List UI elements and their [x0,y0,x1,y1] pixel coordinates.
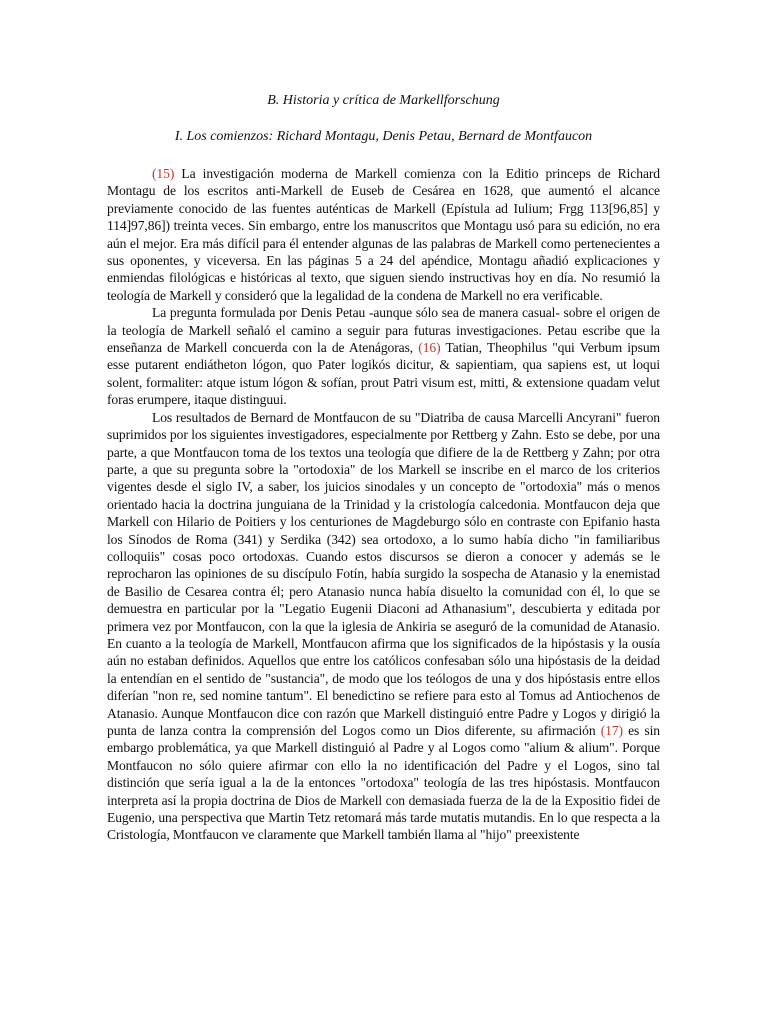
paragraph-1-text: La investigación moderna de Markell comienza con la Editio princeps de Richard Montagu de los escritos anti-Markell de Euseb de Cesárea en 1628, que aumentó el alcance previamente conocido de las fuentes auténticas de Markell (Epístula ad Iulium; Frgg 113[96,85] y 114]97,86]) treinta veces. Sin embargo, entre los manuscritos que Montagu usó para su edición, no era aún el mejor. Era más difícil para él entender algunas de las palabras de Markell como pertenecientes a sus oponentes, y viceversa. En las páginas 5 a 24 del apéndice, Montagu añadió explicaciones y enmiendas filológicas e históricas al texto, que siguen siendo instructivas hoy en día. No resumió la teología de Markell y consideró que la legalidad de la condena de Markell no era verificable. [107,166,660,303]
paragraph-3-text-a: Los resultados de Bernard de Montfaucon de su "Diatriba de causa Marcelli Ancyrani" fueron suprimidos por los siguientes investigadores, especialmente por Rettberg y Zahn. Esto se debe, por una parte, a que Montfaucon toma de los textos una teología que difiere de la de Rettberg y Zahn; por otra parte, a que su pregunta sobre la "ortodoxia" de los Markell se inscribe en el marco de los criterios vigentes desde el siglo IV, a saber, los juicios sinodales y un concepto de "ortodoxia" más o menos orientado hacia la doctrina junguiana de la Trinidad y la cristología calcedonia. Montfaucon deja que Markell con Hilario de Poitiers y los centuriones de Magdeburgo sólo en contraste con Epifanio hasta los Sínodos de Roma (341) y Serdika (342) sea ortodoxo, a lo sumo había dicho "in familiaribus colloquiis" cosas poco ortodoxas. Cuando estos discursos se dieron a conocer y además se le reprocharon las opiniones de su discípulo Fotín, había surgido la sospecha de Atanasio y la enemistad de Basilio de Cesarea contra él; pero Atanasio nunca había disuelto la comunidad con él, lo que se demuestra en particular por la "Legatio Eugenii Diaconi ad Athanasium", descubierta y editada por primera vez por Montfaucon, con la que la iglesia de Ankiria se aseguró de la comunidad de Atanasio. En cuanto a la teología de Markell, Montfaucon afirma que los significados de la hipóstasis y la ousía aún no estaban definidos. Aquellos que entre los católicos confesaban sólo una hipóstasis de la deidad la entendían en el sentido de "sustancia", de modo que los teólogos de una y dos hipóstasis entre ellos diferían "non re, sed nomine tantum". El benedictino se refiere para esto al Tomus ad Antiochenos de Atanasio. Aunque Montfaucon dice con razón que Markell distinguió entre Padre y Logos y dirigió la punta de lanza contra la comprensión del Logos como un Dios diferente, su afirmación [107,409,660,738]
footnote-ref-15[interactable]: (15) [152,166,175,181]
paragraph-3 [107,409,660,844]
paragraph-2-text-a: La pregunta formulada por Denis Petau -aunque sólo sea de manera casual- sobre el origen de la teología de Markell señaló el camino a seguir para futuras investigaciones. Petau escribe que la enseñanza de Markell concuerda con la de Atenágoras, [107,305,660,356]
document-page [107,92,660,844]
paragraph-3-text-b: es sin embargo problemática, ya que Markell distinguió al Padre y al Logos como "alium & alium". Porque Montfaucon no sólo quiere afirmar con ello la no identificación del Padre y el Logos, sino tal distinción que sería igual a la de la entonces "ortodoxa" teología de las tres hipóstasis. Montfaucon interpreta así la propia doctrina de Dios de Markell con demasiada fuerza de la de la Expositio fidei de Eugenio, una perspectiva que Martin Tetz retomará más tarde mutatis mutandis. En lo que respecta a la Cristología, Montfaucon ve claramente que Markell también llama al "hijo" preexistente [107,723,660,843]
subsection-heading-i: I. Los comienzos: Richard Montagu, Denis Petau, Bernard de Montfaucon [174,129,593,144]
footnote-ref-17[interactable]: (17) [600,723,623,738]
section-heading-b: B. Historia y crítica de Markellforschung [267,93,500,108]
paragraph-1 [107,165,660,304]
paragraph-2-text-b: Tatian, Theophilus "qui Verbum ipsum esse putarent endiátheton lógon, quo Pater logikós dicitur, & sapientiam, qua sapiens est, ut loqui solent, formaliter: atque istum lógon & sofían, prout Patri visum est, mitti, & extensione quadam velut foras erumpere, itaque distinguui. [107,340,660,408]
paragraph-2 [107,304,660,408]
footnote-ref-16[interactable]: (16) [418,340,441,356]
